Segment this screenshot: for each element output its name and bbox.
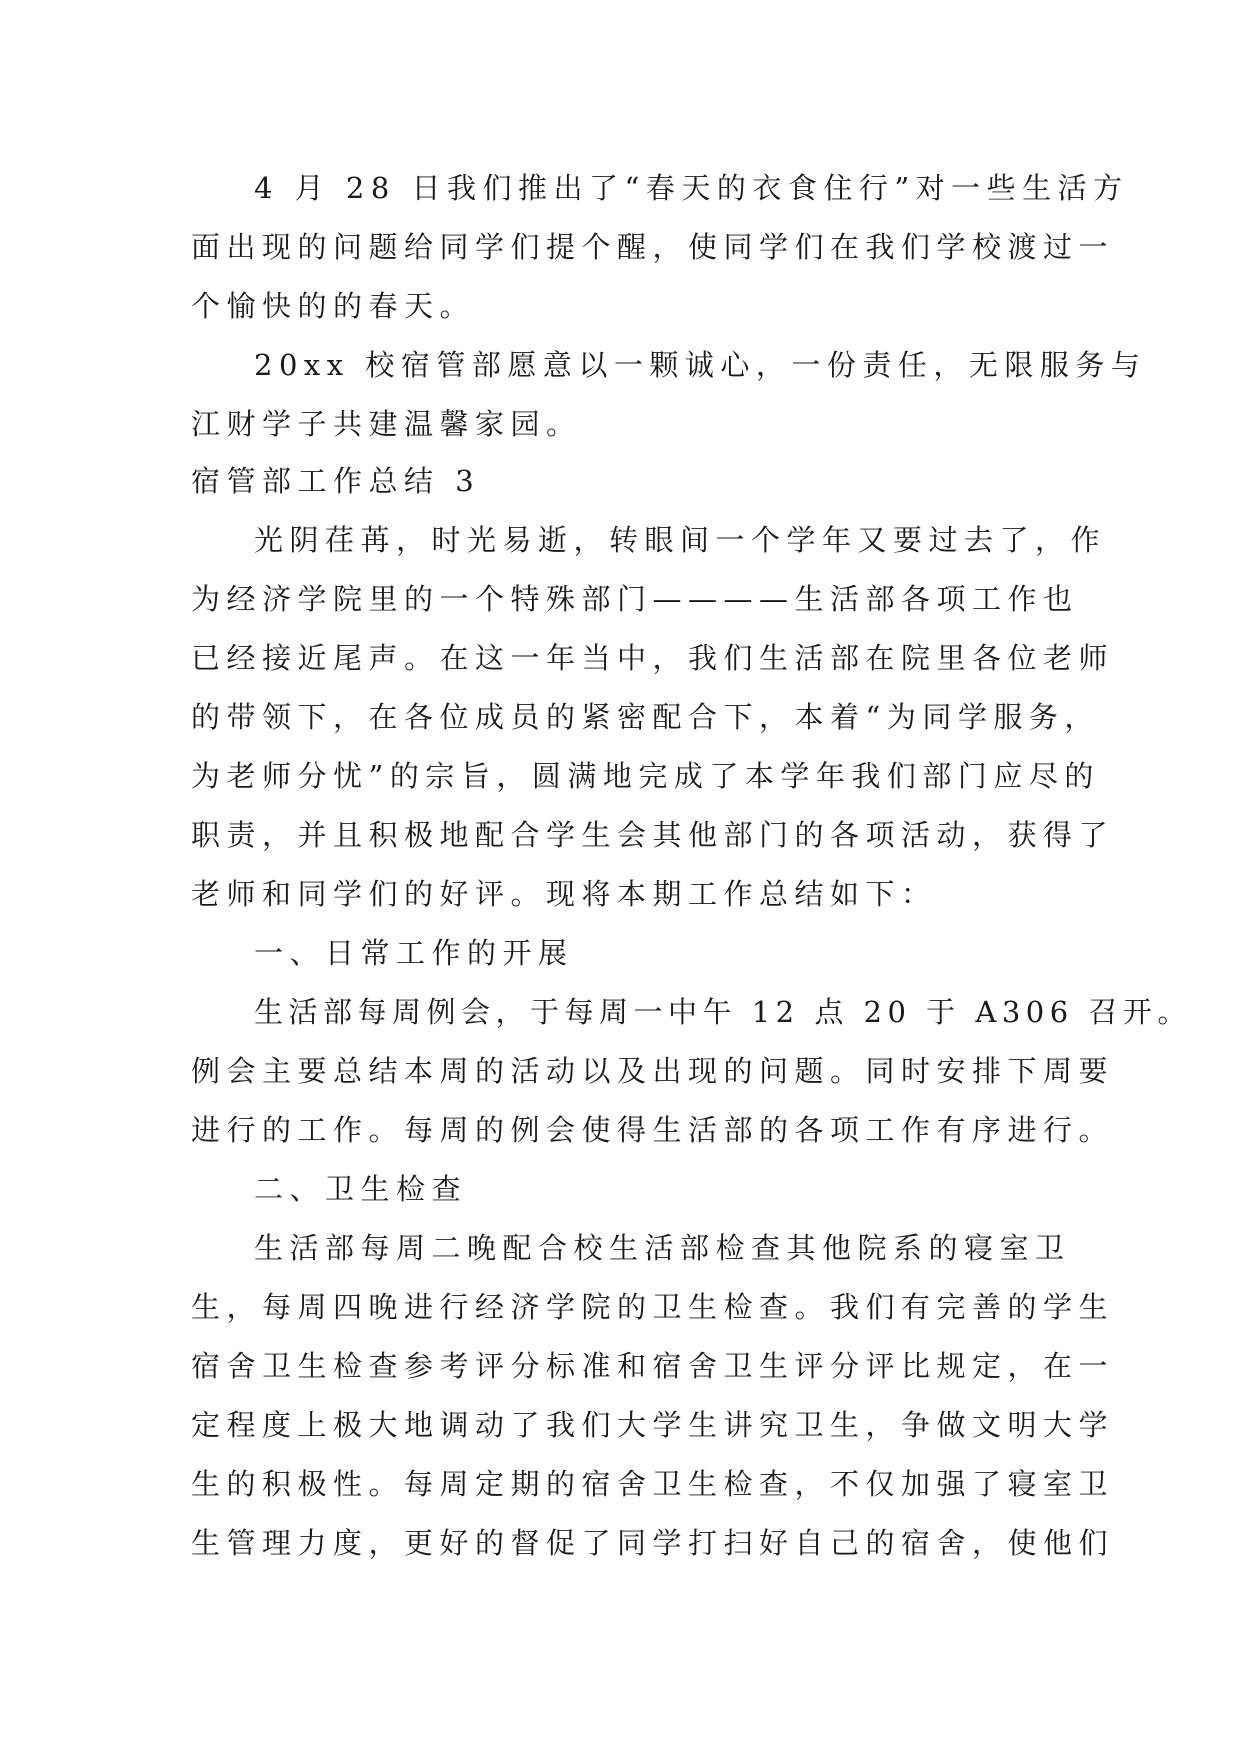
subsection-heading: 一、日常工作的开展 [254,936,574,970]
paragraph-line: 为经济学院里的一个特殊部门————生活部各项工作也 [191,582,1079,616]
paragraph-line: 宿舍卫生检查参考评分标准和宿舍卫生评分评比规定，在一 [191,1349,1115,1383]
paragraph-line: 20xx 校宿管部愿意以一颗诚心，一份责任，无限服务与 [254,348,1147,382]
paragraph-line: 光阴荏苒，时光易逝，转眼间一个学年又要过去了，作 [254,523,1107,557]
section-heading: 宿管部工作总结 3 [191,464,481,498]
paragraph-line: 的带领下，在各位成员的紧密配合下，本着“为同学服务， [191,700,1100,734]
paragraph-line: 定程度上极大地调动了我们大学生讲究卫生，争做文明大学 [191,1408,1115,1442]
paragraph-line: 面出现的问题给同学们提个醒，使同学们在我们学校渡过一 [191,230,1115,264]
paragraph-line: 进行的工作。每周的例会使得生活部的各项工作有序进行。 [191,1113,1115,1147]
paragraph-line: 4 月 28 日我们推出了“春天的衣食住行”对一些生活方 [254,171,1129,205]
paragraph-line: 生，每周四晚进行经济学院的卫生检查。我们有完善的学生 [191,1290,1115,1324]
subsection-heading: 二、卫生检查 [254,1172,468,1206]
paragraph-line: 为老师分忧”的宗旨，圆满地完成了本学年我们部门应尽的 [191,759,1100,793]
paragraph-line: 老师和同学们的好评。现将本期工作总结如下： [191,877,937,911]
paragraph-line: 生活部每周例会，于每周一中午 12 点 20 于 A306 召开。 [254,995,1192,1029]
paragraph-line: 职责，并且积极地配合学生会其他部门的各项活动，获得了 [191,818,1115,852]
paragraph-line: 江财学子共建温馨家园。 [191,407,582,441]
paragraph-line: 例会主要总结本周的活动以及出现的问题。同时安排下周要 [191,1054,1115,1088]
paragraph-line: 生的积极性。每周定期的宿舍卫生检查，不仅加强了寝室卫 [191,1467,1115,1501]
paragraph-line: 生活部每周二晚配合校生活部检查其他院系的寝室卫 [254,1231,1071,1265]
paragraph-line: 已经接近尾声。在这一年当中，我们生活部在院里各位老师 [191,641,1115,675]
paragraph-line: 个愉快的的春天。 [191,289,476,323]
paragraph-line: 生管理力度，更好的督促了同学打扫好自己的宿舍，使他们 [191,1526,1115,1560]
